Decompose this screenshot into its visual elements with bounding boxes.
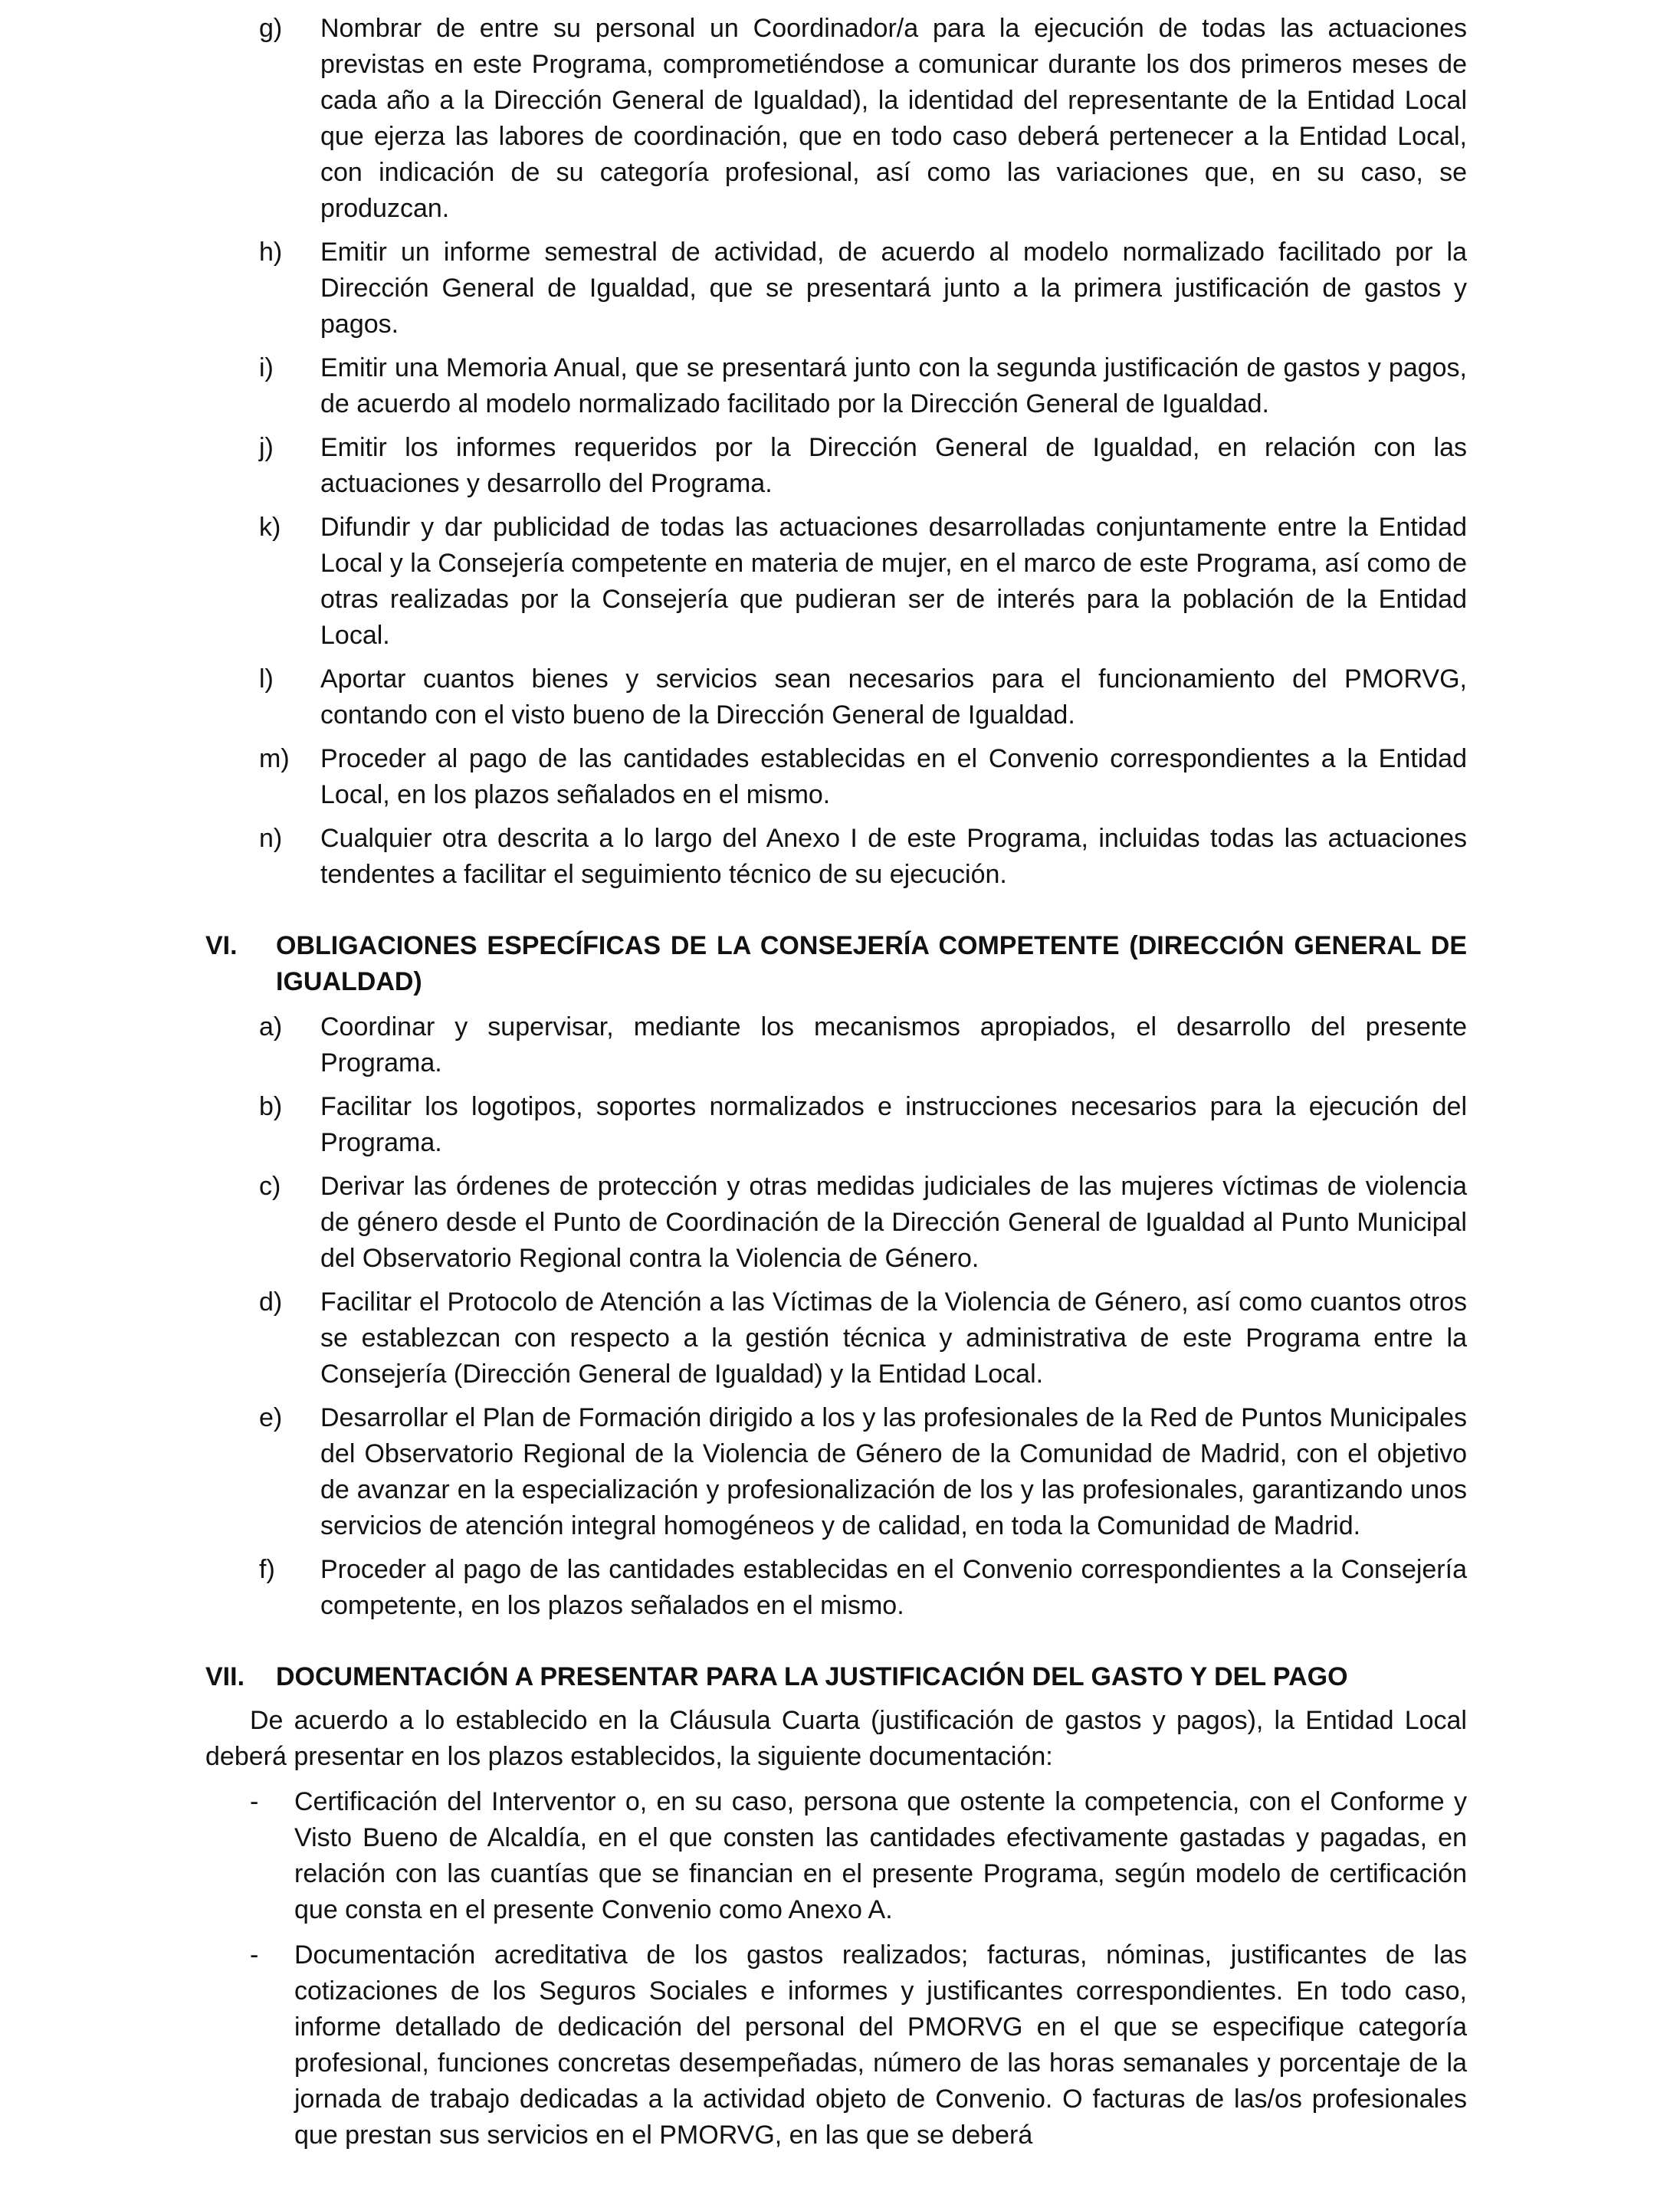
list-item-text: Nombrar de entre su personal un Coordinador/a para la ejecución de todas las actuaciones previstas en este Programa, comprometiéndose a comunicar durante los dos primeros meses de cada año a la Dirección General de Igualdad), la identidad del representante de la Entidad Local que ejerza las labores de coordinación, que en todo caso deberá pertenecer a la Entidad Local, con indicación de su categoría profesional, así como las variaciones que, en su caso, se produzcan. xyxy=(320,14,1467,223)
dash-list-item xyxy=(205,1784,1467,1928)
list-marker: a) xyxy=(259,1012,283,1041)
list-marker: j) xyxy=(259,433,274,462)
section-title: DOCUMENTACIÓN A PRESENTAR PARA LA JUSTIFICACIÓN DEL GASTO Y DEL PAGO xyxy=(276,1662,1348,1691)
list-marker: k) xyxy=(259,513,281,542)
list-item-text: Certificación del Interventor o, en su caso, persona que ostente la competencia, con el Conforme y Visto Bueno de Alcaldía, en el que consten las cantidades efectivamente gastadas y pagadas, en relación con las cuantías que se financian en el presente Programa, según modelo de certificación que consta en el presente Convenio como Anexo A. xyxy=(294,1787,1467,1924)
obligations-list-entity xyxy=(205,11,1467,893)
list-marker: b) xyxy=(259,1092,283,1121)
list-marker: g) xyxy=(259,14,283,43)
list-item-text: Aportar cuantos bienes y servicios sean necesarios para el funcionamiento del PMORVG, contando con el visto bueno de la Dirección General de Igualdad. xyxy=(320,664,1467,730)
list-marker: e) xyxy=(259,1403,283,1432)
list-marker: f) xyxy=(259,1555,275,1584)
list-item-n xyxy=(205,821,1467,893)
list-marker: m) xyxy=(259,744,290,773)
list-item-text: Coordinar y supervisar, mediante los mecanismos apropiados, el desarrollo del presente Programa. xyxy=(320,1012,1467,1078)
list-item-text: Cualquier otra descrita a lo largo del Anexo I de este Programa, incluidas todas las actuaciones tendentes a facilitar el seguimiento técnico de su ejecución. xyxy=(320,824,1467,889)
list-item-text: Facilitar los logotipos, soportes normalizados e instrucciones necesarios para la ejecución del Programa. xyxy=(320,1092,1467,1157)
list-item-text: Desarrollar el Plan de Formación dirigido a los y las profesionales de la Red de Puntos Municipales del Observatorio Regional de la Violencia de Género de la Comunidad de Madrid, con el objetivo de avanzar en la especialización y profesionalización de los y las profesionales, garantizando unos servicios de atención integral homogéneos y de calidad, en toda la Comunidad de Madrid. xyxy=(320,1403,1467,1540)
list-item-text: Facilitar el Protocolo de Atención a las Víctimas de la Violencia de Género, así como cuantos otros se establezcan con respecto a la gestión técnica y administrativa de este Programa entre la Consejería (Dirección General de Igualdad) y la Entidad Local. xyxy=(320,1287,1467,1389)
list-item-i xyxy=(205,350,1467,422)
section-intro-paragraph: De acuerdo a lo establecido en la Cláusula Cuarta (justificación de gastos y pagos), la Entidad Local deberá presentar en los plazos establecidos, la siguiente documentación: xyxy=(205,1706,1467,1771)
document-page xyxy=(205,11,1467,2153)
list-item-m xyxy=(205,741,1467,813)
section-heading-vi xyxy=(205,928,1467,1000)
section-number: VII. xyxy=(205,1662,245,1691)
list-item-text: Emitir un informe semestral de actividad, de acuerdo al modelo normalizado facilitado por la Dirección General de Igualdad, que se presentará junto a la primera justificación de gastos y pagos. xyxy=(320,238,1467,339)
list-item-g xyxy=(205,11,1467,227)
list-marker: n) xyxy=(259,824,283,853)
list-item-e xyxy=(205,1400,1467,1544)
list-item-k xyxy=(205,510,1467,654)
list-item-text: Emitir los informes requeridos por la Dirección General de Igualdad, en relación con las actuaciones y desarrollo del Programa. xyxy=(320,433,1467,498)
list-marker: i) xyxy=(259,353,274,382)
list-item-text: Documentación acreditativa de los gastos realizados; facturas, nóminas, justificantes de las cotizaciones de los Seguros Sociales e informes y justificantes correspondientes. En todo caso, informe detallado de dedicación del personal del PMORVG en el que se especifique categoría profesional, funciones concretas desempeñadas, número de las horas semanales y porcentaje de la jornada de trabajo dedicadas a la actividad objeto de Convenio. O facturas de las/os profesionales que prestan sus servicios en el PMORVG, en las que se deberá xyxy=(294,1940,1467,2150)
dash-marker: - xyxy=(250,1787,259,1816)
list-item-text: Emitir una Memoria Anual, que se presentará junto con la segunda justificación de gastos y pagos, de acuerdo al modelo normalizado facilitado por la Dirección General de Igualdad. xyxy=(320,353,1467,418)
list-item-d xyxy=(205,1284,1467,1392)
list-marker: c) xyxy=(259,1172,281,1201)
list-item-h xyxy=(205,235,1467,343)
list-item-l xyxy=(205,661,1467,733)
dash-list-item xyxy=(205,1937,1467,2153)
list-item-text: Derivar las órdenes de protección y otras medidas judiciales de las mujeres víctimas de violencia de género desde el Punto de Coordinación de la Dirección General de Igualdad al Punto Municipal del Observatorio Regional contra la Violencia de Género. xyxy=(320,1172,1467,1273)
section-title: OBLIGACIONES ESPECÍFICAS DE LA CONSEJERÍA COMPETENTE (DIRECCIÓN GENERAL DE IGUALDAD) xyxy=(276,931,1467,996)
list-item-text: Difundir y dar publicidad de todas las actuaciones desarrolladas conjuntamente entre la Entidad Local y la Consejería competente en materia de mujer, en el marco de este Programa, así como de otras realizadas por la Consejería que pudieran ser de interés para la población de la Entidad Local. xyxy=(320,513,1467,650)
list-item-c xyxy=(205,1169,1467,1277)
list-marker: h) xyxy=(259,238,283,267)
list-item-f xyxy=(205,1552,1467,1624)
dash-marker: - xyxy=(250,1940,259,1970)
section-number: VI. xyxy=(205,931,238,960)
list-item-text: Proceder al pago de las cantidades establecidas en el Convenio correspondientes a la Consejería competente, en los plazos señalados en el mismo. xyxy=(320,1555,1467,1620)
list-item-a xyxy=(205,1009,1467,1081)
list-item-b xyxy=(205,1089,1467,1161)
list-marker: d) xyxy=(259,1287,283,1317)
section-heading-vii xyxy=(205,1659,1467,1695)
list-item-j xyxy=(205,430,1467,502)
list-marker: l) xyxy=(259,664,274,694)
list-item-text: Proceder al pago de las cantidades establecidas en el Convenio correspondientes a la Entidad Local, en los plazos señalados en el mismo. xyxy=(320,744,1467,809)
